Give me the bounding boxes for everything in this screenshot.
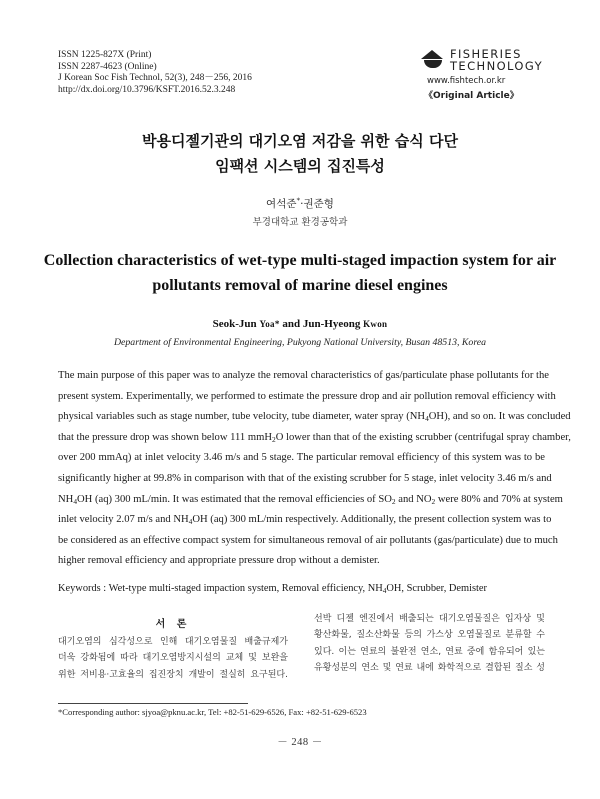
journal-meta [58,50,252,96]
fish-logo-icon [421,48,445,70]
paragraph-line: 황산화물, 질소산화물 등의 가스상 오염물질로 분류할 수 [314,630,545,641]
abstract-line [58,366,549,387]
author1-mark: * [274,319,280,329]
abstract-line [58,510,552,531]
english-authors [0,318,600,330]
abstract-line [58,428,571,449]
abstract-text: over 200 mmAq) at inlet velocity 3.46 m/s and 5 stage. The particular removal efficiency of this system was to be [58,452,545,464]
abstract-line [58,551,545,572]
intro-right-column [314,611,545,677]
abstract-line [58,387,556,408]
keywords [58,583,545,594]
paragraph-line: 더욱 강화됨에 따라 대기오염방지시설의 교체 및 보완을 [58,653,288,664]
abstract-text: present system. Experimentally, we performed to estimate the pressure drop and air pollution removal efficiency with [58,390,556,402]
intro-left-column [58,615,288,683]
english-title-line1: Collection characteristics of wet-type multi-staged impaction system for air [43,252,557,269]
footnote-divider [58,703,248,704]
author2-family: Kwon [363,319,388,329]
issn-online: ISSN 2287-4623 (Online) [58,61,157,72]
korean-title-line2: 임팩션 시스템의 집진특성 [215,157,385,175]
abstract-text: inlet velocity 2.07 m/s and NH [58,514,189,526]
abstract-line [58,469,552,490]
keywords-text-a: Wet-type multi-staged impaction system, Removal efficiency, NH [108,583,383,594]
abstract-subscript: 4 [188,517,193,527]
article-type: 《Original Article》 [424,91,519,101]
logo-line1: FISHERIES [450,47,522,61]
korean-affiliation: 부경대학교 환경공학과 [252,217,348,228]
author1-family: Yoa [259,319,275,329]
abstract-text: that the pressure drop was shown below 111 mmH [58,431,272,443]
footnote-corresponding: *Corresponding author: sjyoa@pknu.ac.kr, Tel: +82-51-629-6526, Fax: +82-51-629-6523 [58,707,367,717]
journal-url[interactable]: www.fishtech.or.kr [427,76,506,86]
paragraph-line: 선박 디젤 엔진에서 배출되는 대기오염물질은 입자상 및 [314,614,545,624]
paragraph-line: 있다. 이는 연료의 불완전 연소, 연료 중에 함유되어 있는 [314,646,545,657]
abstract-text: O lower than that of the existing scrubber (centrifugal spray chamber, [275,431,571,443]
abstract-line [58,531,558,552]
issn-print: ISSN 1225-827X (Print) [58,50,152,60]
abstract-subscript: 2 [272,434,276,444]
abstract-text: significantly higher at 99.8% in comparison with that of the existing scrubber for 5 stage, inlet velocity 3.46 m/s and [58,472,552,484]
abstract [58,366,571,572]
abstract-text: OH (aq) 300 mL/min respectively. Additionally, the present collection system was to [192,514,552,526]
intro-heading: 서 론 [155,619,191,630]
abstract-subscript: 4 [73,496,78,506]
english-title-line2: pollutants removal of marine diesel engines [152,277,448,294]
abstract-text: OH (aq) 300 mL/min. It was estimated that the removal efficiencies of SO [77,493,392,505]
abstract-text: NH [58,493,74,505]
doi-link[interactable]: http://dx.doi.org/10.3796/KSFT.2016.52.3.248 [58,84,236,95]
korean-title-line1: 박용디젤기관의 대기오염 저감을 위한 습식 다단 [142,132,458,150]
abstract-text: The main purpose of this paper was to analyze the removal characteristics of gas/particulate phase pollutants for the [58,370,549,381]
korean-author2: ·권준형 [300,198,334,210]
page-number: － 248 － [277,737,323,748]
logo-line2: TECHNOLOGY [450,59,544,73]
abstract-text: OH), and so on. It was concluded [428,411,571,423]
abstract-text: and NO [395,493,432,505]
abstract-text: were 80% and 70% at system [435,493,563,505]
abstract-line [58,448,545,469]
paragraph-line: 위한 저비용·고효율의 집진장치 개발이 절실히 요구된다. [58,669,288,680]
author-and: and [279,318,303,330]
keywords-text-b: OH, Scrubber, Demister [386,583,487,594]
journal-logo [421,48,545,101]
korean-author1: 여석준 [266,198,297,210]
abstract-subscript: 2 [391,496,396,506]
author2-given: Jun-Hyeong [302,318,364,330]
abstract-subscript: 4 [425,414,429,424]
citation: J Korean Soc Fish Technol, 52(3), 248－256, 2016 [58,73,252,84]
corresponding-mark: * [296,195,301,205]
keywords-sub: 4 [382,587,387,595]
abstract-line [58,490,563,511]
abstract-text: higher removal efficiency and appropriate pressure drop without a demister. [58,555,380,567]
abstract-line [58,407,571,428]
paragraph-line: 유황성분의 연소 및 연료 내에 화학적으로 결합된 질소 성 [314,663,545,674]
abstract-text: be considered as an effective compact system for simultaneous removal of air pollutants (gas/particulate) due to much [58,534,558,546]
english-affiliation: Department of Environmental Engineering, Pukyong National University, Busan 48513, Korea [113,337,487,348]
keywords-label: Keywords : [58,583,109,594]
abstract-subscript: 2 [431,496,436,506]
korean-authors [0,196,600,211]
paragraph-line: 대기오염의 심각성으로 인해 대기오염물질 배출규제가 [58,637,288,647]
author1-given: Seok-Jun [212,318,260,330]
abstract-text: physical variables such as stage number, tube velocity, tube diameter, water spray (NH [58,411,426,423]
